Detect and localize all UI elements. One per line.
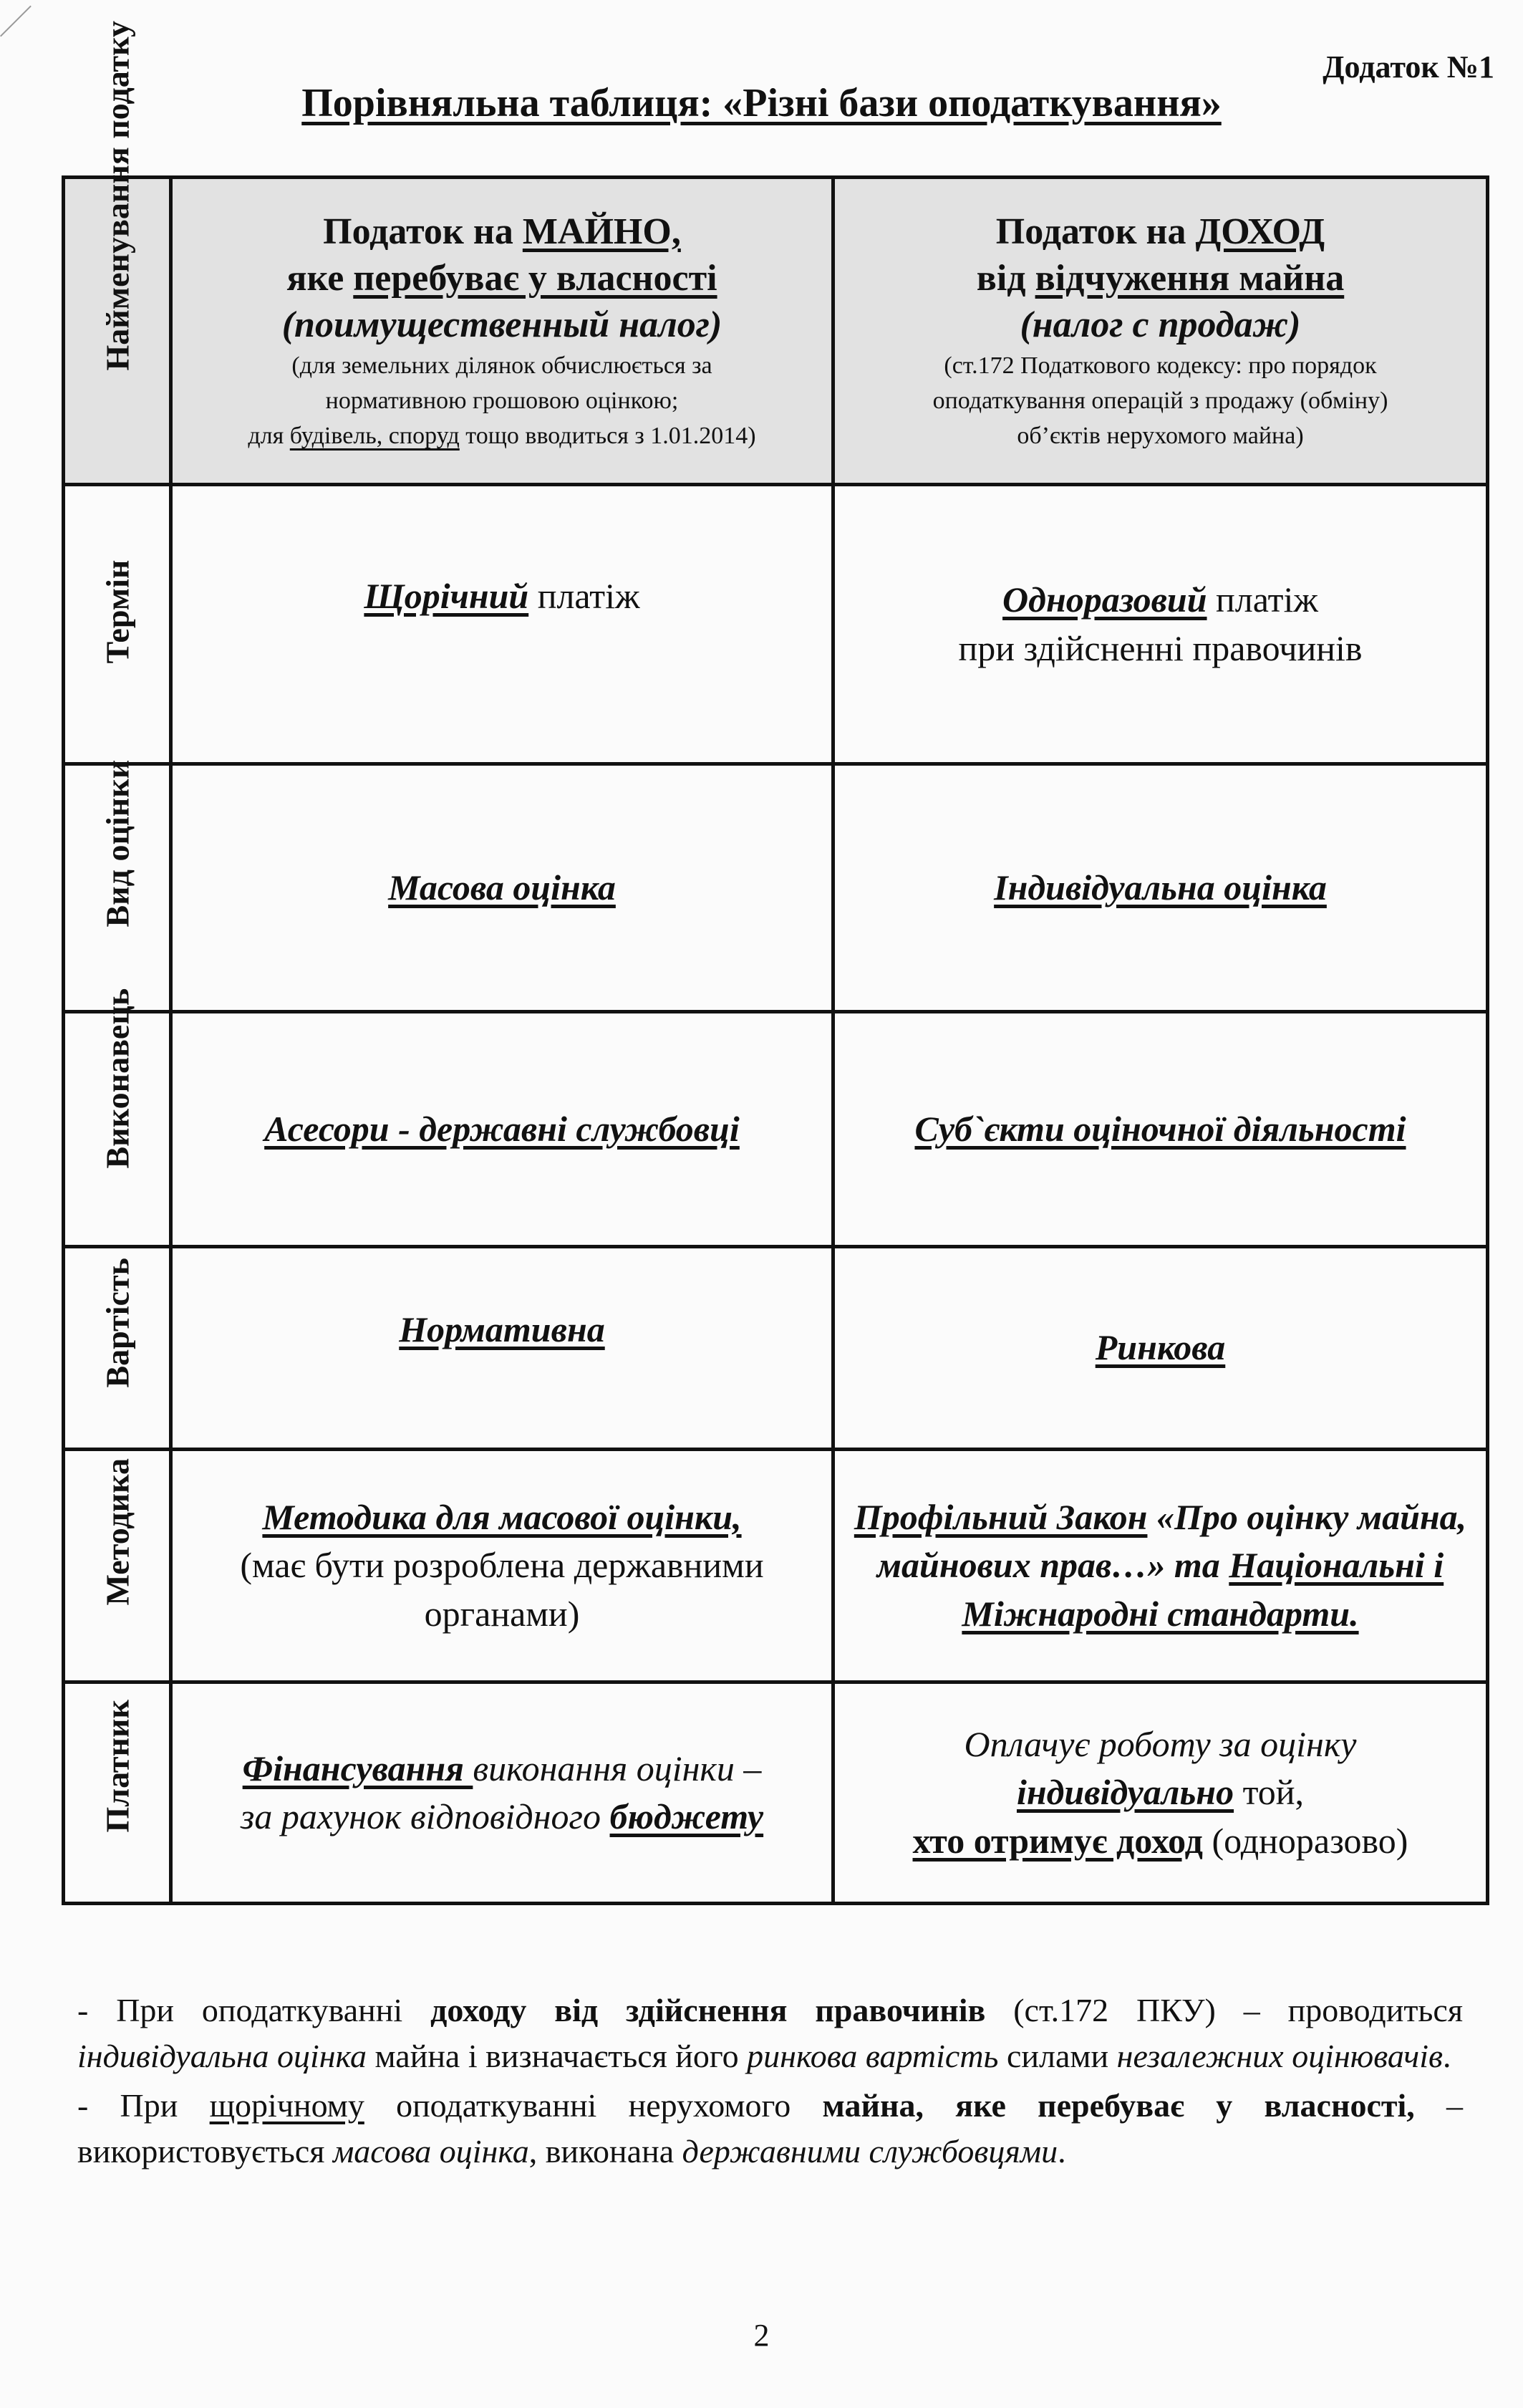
appendix-label: Додаток №1 — [1323, 49, 1494, 85]
scan-corner-mark — [0, 6, 32, 37]
cell: Фінансування виконання оцінки – за рахунок відповідного бюджету — [171, 1682, 833, 1904]
cell: Ринкова — [833, 1247, 1488, 1450]
page-title: Порівняльна таблиця: «Різні бази оподаткування» — [301, 81, 1222, 125]
row-header: Вартість — [64, 1247, 171, 1450]
row-header: Платник — [64, 1682, 171, 1904]
cell: Індивідуальна оцінка — [833, 764, 1488, 1012]
table-row — [64, 485, 1488, 764]
table-row — [64, 764, 1488, 1012]
table-row — [64, 178, 1488, 485]
row-header: Термін — [64, 485, 171, 764]
cell: Масова оцінка — [171, 764, 833, 1012]
cell-property-tax: Податок на МАЙНО, яке перебуває у власності (поимущественный налог) (для земельних ділянок обчислюється за нормативною грошовою оцінкою; для будівель, споруд тощо вводиться з 1.01.2014) — [171, 178, 833, 485]
row-header: Виконавець — [64, 1012, 171, 1247]
cell: Оплачує роботу за оцінку індивідуально той, хто отримує доход (одноразово) — [833, 1682, 1488, 1904]
cell: Суб`єкти оціночної діяльності — [833, 1012, 1488, 1247]
cell: Методика для масової оцінки, (має бути розроблена державними органами) — [171, 1450, 833, 1682]
cell: Асесори - державні службовці — [171, 1012, 833, 1247]
cell: Нормативна — [171, 1247, 833, 1450]
cell: Профільний Закон «Про оцінку майна, майнових прав…» та Національні і Міжнародні стандарти. — [833, 1450, 1488, 1682]
cell: Щорічний платіж — [171, 485, 833, 764]
row-header: Найменування податку — [64, 178, 171, 485]
note-paragraph: - При оподаткуванні доходу від здійснення правочинів (ст.172 ПКУ) – проводиться індивідуальна оцінка майна і визначається його ринкова вартість силами незалежних оцінювачів. — [77, 1992, 1463, 2075]
row-header: Методика — [64, 1450, 171, 1682]
table-row — [64, 1450, 1488, 1682]
cell: Одноразовий платіж при здійсненні правочинів — [833, 485, 1488, 764]
table-row — [64, 1247, 1488, 1450]
table-row — [64, 1012, 1488, 1247]
notes — [77, 1988, 1463, 2178]
cell-income-tax: Податок на ДОХОД від відчуження майна (налог с продаж) (ст.172 Податкового кодексу: про порядок оподаткування операцій з продажу (обміну) об’єктів нерухомого майна) — [833, 178, 1488, 485]
row-header: Вид оцінки — [64, 764, 171, 1012]
page-number: 2 — [753, 2318, 770, 2353]
table-row — [64, 1682, 1488, 1904]
note-paragraph: - При щорічному оподаткуванні нерухомого майна, яке перебуває у власності, – використовується масова оцінка, виконана державними службовцями. — [77, 2086, 1463, 2170]
